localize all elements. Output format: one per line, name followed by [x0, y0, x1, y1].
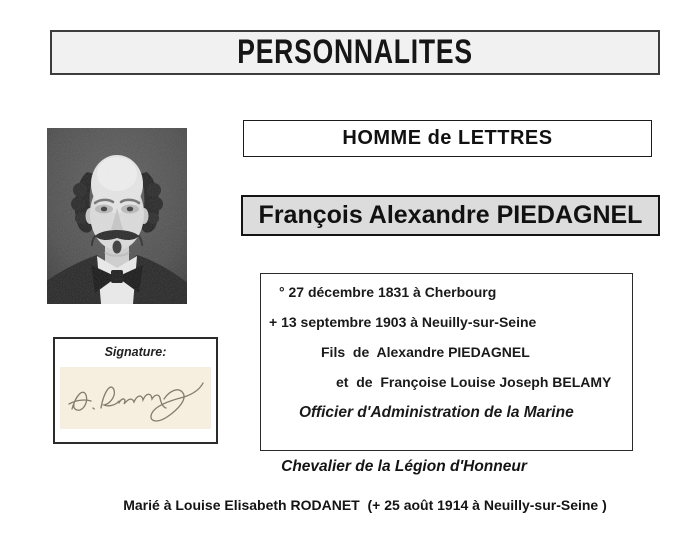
name-banner — [241, 195, 660, 236]
biography-panel — [260, 273, 633, 451]
portrait-illustration — [47, 128, 187, 304]
signature-scrawl — [60, 367, 211, 429]
portrait-photo — [47, 128, 187, 304]
title-banner — [50, 30, 660, 75]
marriage-line: Marié à Louise Elisabeth RODANET (+ 25 août 1914 à Neuilly-sur-Seine ) — [123, 497, 607, 513]
signature-label: Signature: — [104, 345, 167, 359]
profession-line: Officier d'Administration de la Marine — [299, 404, 574, 421]
father-line: Fils de Alexandre PIEDAGNEL — [321, 344, 530, 360]
honor-line: Chevalier de la Légion d'Honneur — [281, 458, 527, 475]
category-label: HOMME de LETTRES — [342, 127, 553, 149]
person-name: François Alexandre PIEDAGNEL — [258, 201, 643, 229]
page-title: PERSONNALITES — [237, 33, 473, 71]
signature-image — [60, 367, 211, 429]
signature-panel — [53, 337, 218, 444]
category-banner — [243, 120, 652, 157]
death-line: + 13 septembre 1903 à Neuilly-sur-Seine — [269, 314, 537, 330]
birth-line: ° 27 décembre 1831 à Cherbourg — [279, 284, 497, 300]
mother-line: et de Françoise Louise Joseph BELAMY — [336, 374, 612, 390]
